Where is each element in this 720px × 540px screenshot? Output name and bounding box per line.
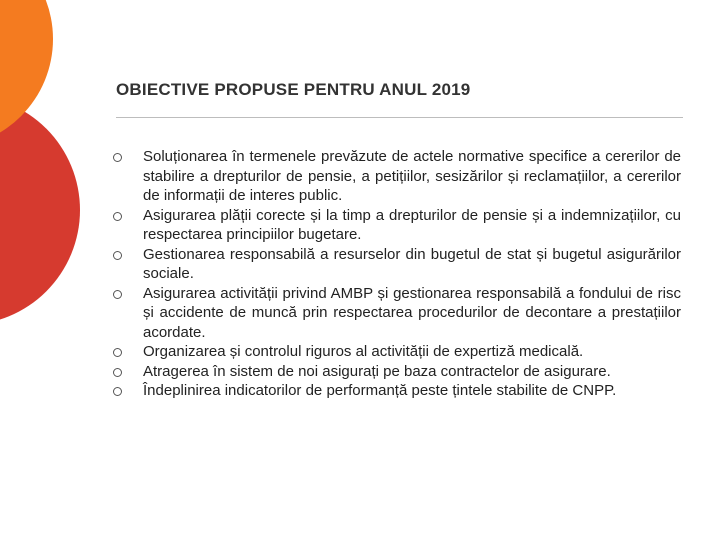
list-item-text: Soluționarea în termenele prevăzute de actele normative specifice a cererilor de stabilire a drepturilor de pensie, a petițiilor, sesizărilor și reclamațiilor, a cererilor de informații de interes public.: [143, 148, 681, 204]
bullet-circle-icon: [113, 348, 122, 357]
objectives-list: [113, 147, 681, 401]
list-item-text: Îndeplinirea indicatorilor de performanță peste țintele stabilite de CNPP.: [143, 382, 617, 399]
slide-title: OBIECTIVE PROPUSE PENTRU ANUL 2019: [116, 80, 471, 99]
list-item: [113, 245, 681, 284]
bullet-circle-icon: [113, 251, 122, 260]
list-item-text: Asigurarea activității privind AMBP și gestionarea responsabilă a fondului de risc și accidente de muncă prin respectarea procedurilor de decontare a prestațiilor acordate.: [143, 284, 681, 341]
bullet-circle-icon: [113, 212, 122, 221]
list-item: [113, 342, 681, 362]
bullet-circle-icon: [113, 368, 122, 377]
list-item: [113, 284, 681, 343]
list-item-text: Asigurarea plății corecte și la timp a drepturilor de pensie și a indemnizațiilor, cu respectarea principiilor bugetare.: [143, 206, 681, 243]
list-item-text: Organizarea și controlul riguros al activității de expertiză medicală.: [143, 343, 584, 360]
list-item: [113, 381, 681, 401]
bullet-circle-icon: [113, 387, 122, 396]
list-item-text: Gestionarea responsabilă a resurselor din bugetul de stat și bugetul asigurărilor sociale.: [143, 245, 681, 282]
red-circle-shape: [0, 95, 80, 325]
list-item-text: Atragerea în sistem de noi asigurați pe baza contractelor de asigurare.: [143, 362, 611, 380]
list-item: [113, 362, 681, 382]
decorative-circles: [0, 0, 80, 540]
list-item: [113, 147, 681, 206]
bullet-circle-icon: [113, 153, 122, 162]
title-divider: [116, 117, 683, 118]
list-item: [113, 206, 681, 245]
bullet-circle-icon: [113, 290, 122, 299]
